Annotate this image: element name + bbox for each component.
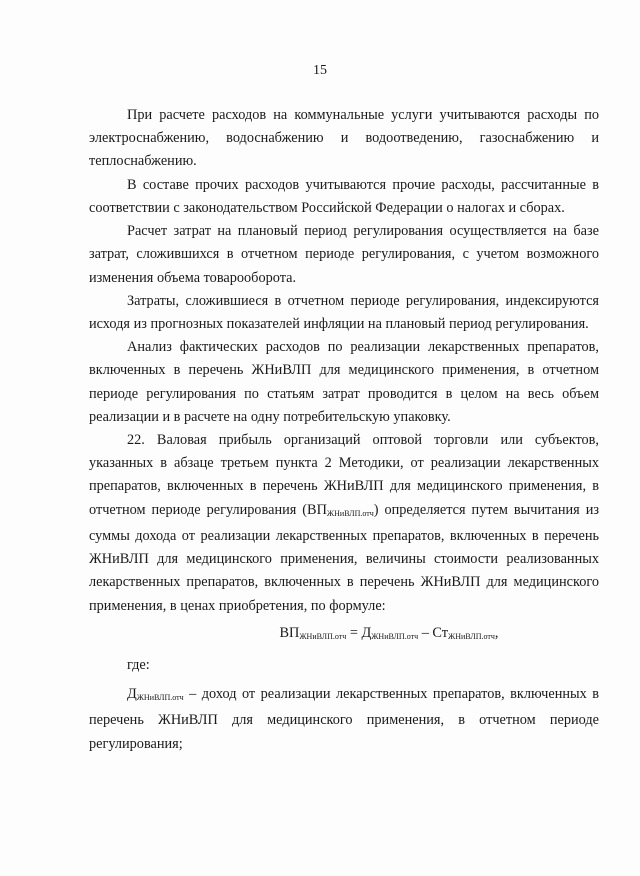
- paragraph-utilities: При расчете расходов на коммунальные услуги учитываются расходы по электроснабжению, водоснабжению и водоотведению, газоснабжению и теплоснабжению.: [89, 107, 599, 170]
- paragraph-planned-costs: Расчет затрат на плановый период регулирования осуществляется на базе затрат, сложившихся в отчетном периоде регулирования, с учетом возможного изменения объема товарооборота.: [89, 223, 599, 286]
- paragraph-indexation: Затраты, сложившиеся в отчетном периоде регулирования, индексируются исходя из прогнозных показателей инфляции на плановый период регулирования.: [89, 292, 599, 332]
- formula-term-income-subscript: ЖНиВЛП.отч: [371, 631, 419, 641]
- document-body: [89, 104, 599, 756]
- item-22-text-start: 22. Валовая прибыль организаций оптовой торговли или субъектов, указанных в абзаце третьем пункта 2 Методики, от реализации лекарственных препаратов, включенных в перечень ЖНиВЛП для медицинского применения, в отчетном периоде регулирования (ВП: [89, 432, 599, 518]
- item-22-subscript: ЖНиВЛП.отч: [326, 508, 374, 518]
- formula-term-cost-subscript: ЖНиВЛП.отч: [448, 631, 495, 641]
- definition-text: – доход от реализации лекарственных препаратов, включенных в перечень ЖНиВЛП для медицинского применения, в отчетном периоде регулирования;: [89, 686, 599, 752]
- definition-income: [89, 683, 599, 756]
- item-22-text-end: ) определяется путем вычитания из суммы дохода от реализации лекарственных препаратов, включенных в перечень ЖНиВЛП для медицинского применения, величины стоимости реализованных лекарственных препаратов, включенных в перечень ЖНиВЛП для медицинского применения, в ценах приобретения, по формуле:: [89, 501, 599, 614]
- definition-symbol: Д: [127, 686, 137, 703]
- paragraph-item-22: [89, 429, 599, 618]
- formula-lhs-subscript: ЖНиВЛП.отч: [299, 631, 347, 641]
- formula-lhs: ВП: [279, 624, 300, 641]
- where-label: где:: [127, 656, 150, 673]
- page-number: 15: [313, 63, 327, 78]
- formula: [89, 622, 599, 648]
- definition-symbol-subscript: ЖНиВЛП.отч: [136, 693, 184, 703]
- formula-end: ,: [494, 624, 499, 641]
- formula-term-income: Д: [361, 624, 372, 641]
- formula-equals: =: [346, 624, 362, 641]
- paragraph-other-expenses: В составе прочих расходов учитываются прочие расходы, рассчитанные в соответствии с законодательством Российской Федерации о налогах и сборах.: [89, 176, 599, 216]
- formula-term-cost: Ст: [432, 624, 449, 641]
- paragraph-cost-analysis: Анализ фактических расходов по реализации лекарственных препаратов, включенных в перечень ЖНиВЛП для медицинского применения, в отчетном периоде регулирования по статьям затрат проводится в целом на весь объем реализации и в расчете на одну потребительскую упаковку.: [89, 339, 599, 425]
- formula-minus: –: [418, 624, 433, 641]
